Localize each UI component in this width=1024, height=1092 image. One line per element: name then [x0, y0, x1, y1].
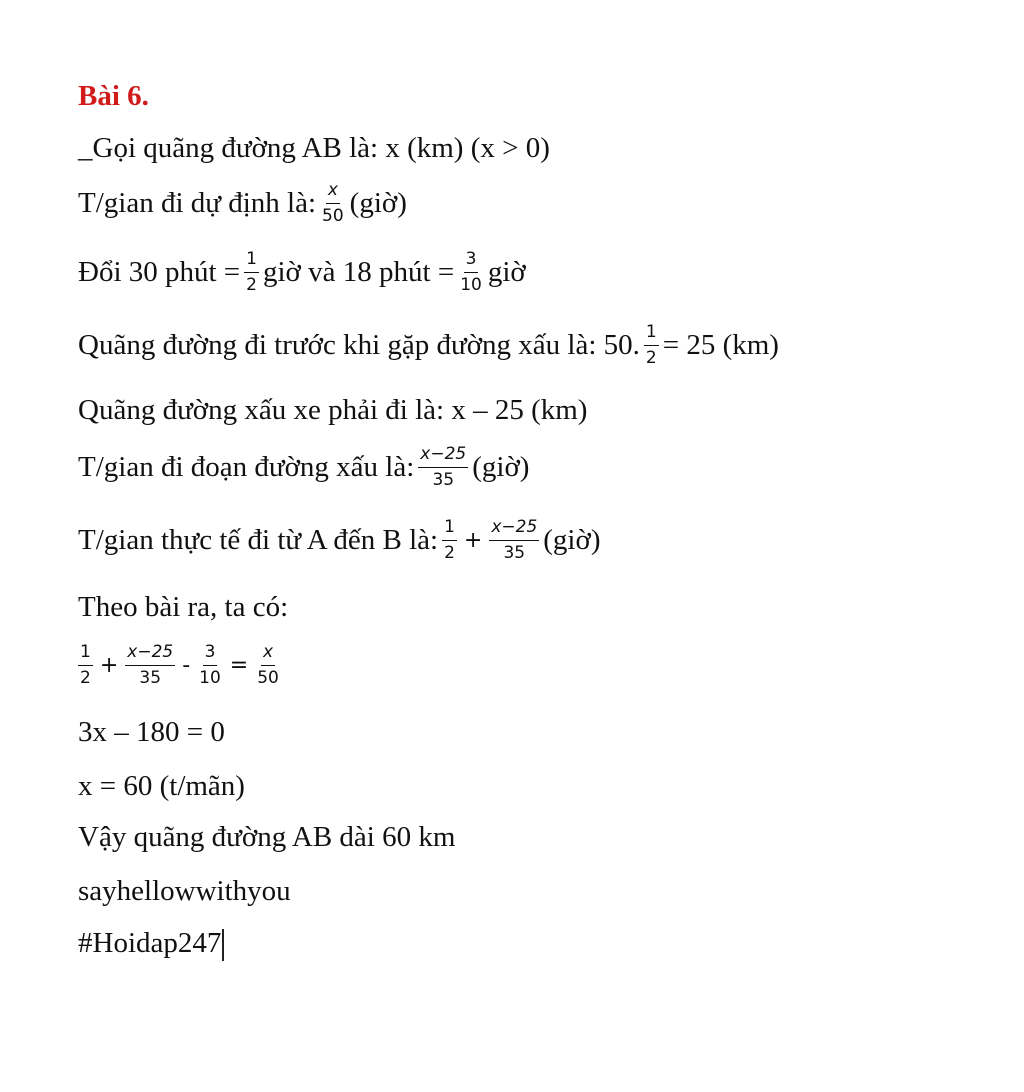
- plus-sign: +: [463, 527, 483, 553]
- line-according-to-problem: Theo bài ra, ta có:: [78, 591, 289, 623]
- fraction-one-half: [244, 250, 259, 295]
- planned-time-label: T/gian đi dự định là:: [78, 187, 317, 220]
- convert-unit: giờ: [487, 256, 526, 289]
- line-conclusion: Vậy quãng đường AB dài 60 km: [78, 821, 456, 853]
- fraction-numerator: 3: [203, 643, 218, 666]
- plus-sign: +: [99, 652, 119, 678]
- problem-title: Bài 6.: [78, 80, 149, 112]
- line-bad-road-distance: Quãng đường xấu xe phải đi là: x – 25 (km): [78, 394, 588, 426]
- fraction-x-minus-25-over-35: [418, 445, 468, 490]
- line-bad-road-time: [78, 445, 529, 490]
- bad-road-time-unit: (giờ): [472, 451, 530, 484]
- fraction-denominator: 50: [257, 667, 279, 688]
- fraction-denominator: 2: [80, 667, 91, 688]
- fraction-three-tenths: [458, 250, 484, 295]
- line-hashtag[interactable]: [78, 929, 224, 961]
- line-define-distance: _Gọi quãng đường AB là: x (km) (x > 0): [78, 132, 550, 164]
- fraction-numerator: 1: [78, 643, 93, 666]
- minus-sign: -: [182, 652, 191, 678]
- line-solution: x = 60 (t/mãn): [78, 770, 245, 802]
- fraction-denominator: 50: [322, 205, 344, 226]
- bad-road-time-label: T/gian đi đoạn đường xấu là:: [78, 451, 415, 484]
- fraction-x-minus-25-over-35: [125, 643, 175, 688]
- line-convert-minutes: [78, 250, 526, 295]
- fraction-one-half: [78, 643, 93, 688]
- line-planned-time: [78, 181, 407, 226]
- fraction-one-half: [644, 323, 659, 368]
- hashtag-text: #Hoidap247: [78, 927, 222, 959]
- fraction-numerator: 1: [644, 323, 659, 346]
- fraction-denominator: 35: [503, 542, 526, 563]
- text-cursor: [222, 929, 224, 961]
- fraction-denominator: 2: [645, 347, 657, 368]
- fraction-numerator: 1: [244, 250, 259, 273]
- fraction-numerator: x−25: [418, 445, 468, 468]
- fraction-numerator: x: [261, 643, 275, 666]
- fraction-three-tenths: [197, 643, 223, 688]
- line-equation: [78, 643, 285, 688]
- fraction-denominator: 2: [246, 274, 257, 295]
- line-distance-before-bad-road: [78, 323, 779, 368]
- fraction-x-minus-25-over-35: [489, 518, 539, 563]
- fraction-x-over-50: [320, 181, 346, 226]
- fraction-numerator: 1: [442, 518, 457, 541]
- fraction-denominator: 35: [139, 667, 162, 688]
- actual-time-label: T/gian thực tế đi từ A đến B là:: [78, 524, 439, 557]
- distance-before-result: = 25 (km): [662, 329, 779, 362]
- line-simplified-equation: 3x – 180 = 0: [78, 716, 225, 748]
- line-author: sayhellowwithyou: [78, 875, 291, 907]
- fraction-denominator: 10: [460, 274, 482, 295]
- fraction-denominator: 2: [444, 542, 455, 563]
- fraction-numerator: x: [326, 181, 340, 204]
- convert-label: Đổi 30 phút =: [78, 256, 241, 289]
- fraction-x-over-50: [255, 643, 281, 688]
- convert-middle-text: giờ và 18 phút =: [263, 256, 455, 289]
- actual-time-unit: (giờ): [543, 524, 601, 557]
- line-actual-time: [78, 518, 600, 563]
- fraction-denominator: 35: [432, 469, 455, 490]
- fraction-numerator: x−25: [489, 518, 539, 541]
- equals-sign: =: [229, 652, 249, 678]
- distance-before-label: Quãng đường đi trước khi gặp đường xấu là: 50.: [78, 329, 640, 362]
- fraction-numerator: 3: [464, 250, 479, 273]
- fraction-denominator: 10: [199, 667, 221, 688]
- planned-time-unit: (giờ): [349, 187, 407, 220]
- fraction-numerator: x−25: [125, 643, 175, 666]
- fraction-one-half: [442, 518, 457, 563]
